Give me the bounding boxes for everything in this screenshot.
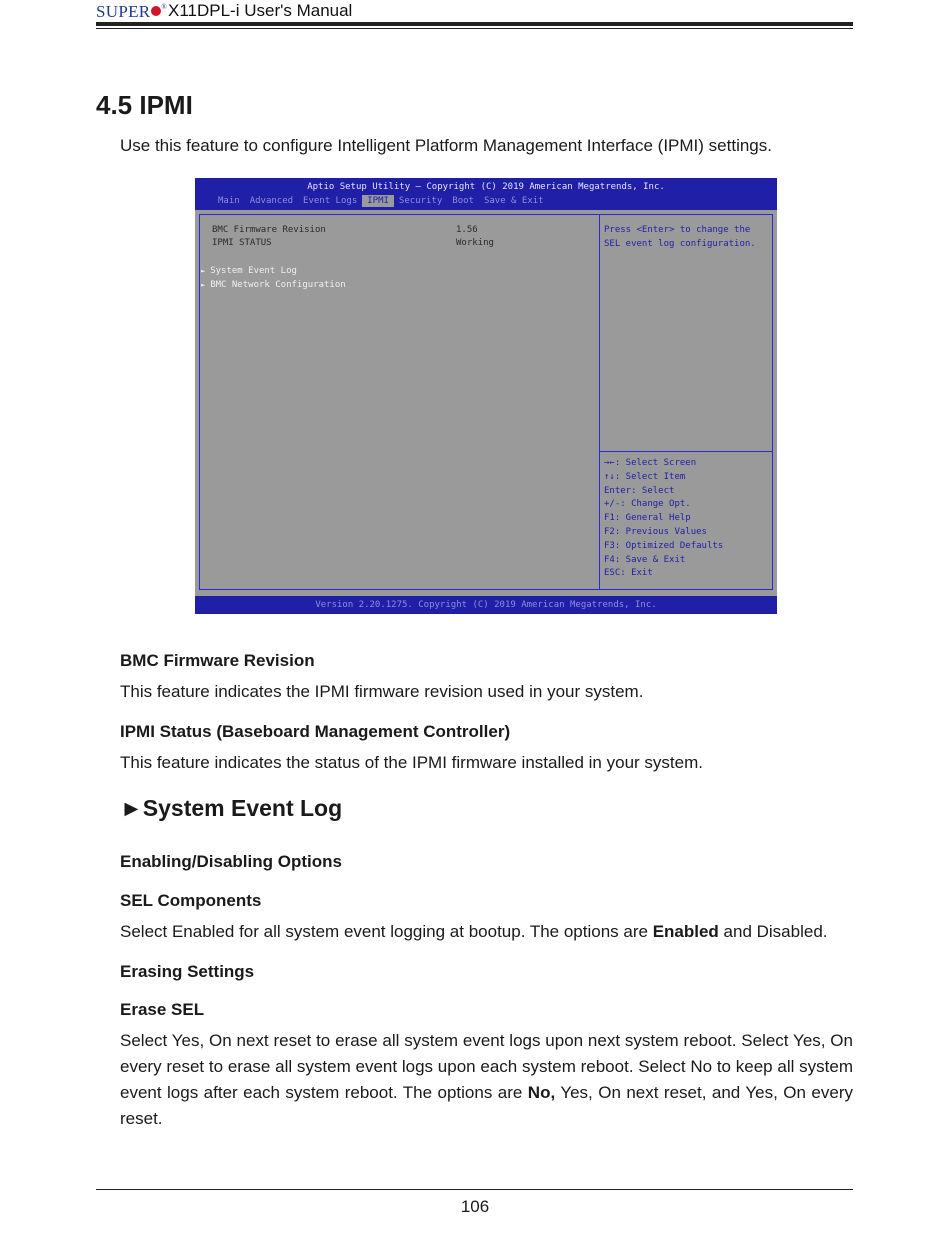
bios-submenu-system-event-log[interactable] xyxy=(201,266,297,276)
bios-tab-main[interactable]: Main xyxy=(218,196,240,206)
enabling-heading: Enabling/Disabling Options xyxy=(120,852,342,871)
erase-sel-text xyxy=(120,1028,853,1132)
key-help-line: +/-: Change Opt. xyxy=(604,499,691,510)
bios-tab-bar xyxy=(213,195,549,207)
erase-sel-heading: Erase SEL xyxy=(120,1000,205,1019)
footer-rule xyxy=(96,1189,853,1190)
supermicro-logo xyxy=(96,2,167,22)
bios-bottom-bar xyxy=(195,596,777,614)
help-divider xyxy=(600,451,772,452)
bmc-fw-text: This feature indicates the IPMI firmware revision used in your system. xyxy=(120,682,644,701)
bios-key-help xyxy=(604,457,723,581)
bold-option: Enabled xyxy=(652,922,719,941)
bios-main-panel xyxy=(199,214,600,590)
text-segment: Yes, On next reset, and Yes, On every reset. xyxy=(120,1083,853,1128)
section-intro: Use this feature to configure Intelligent Platform Management Interface (IPMI) settings. xyxy=(120,136,772,155)
logo-registered-mark: ® xyxy=(161,3,168,11)
bmc-fw-heading: BMC Firmware Revision xyxy=(120,651,315,670)
key-help-line: ↑↓: Select Item xyxy=(604,471,686,482)
bios-tab-ipmi[interactable]: IPMI xyxy=(362,195,394,207)
page-header xyxy=(96,0,853,30)
bios-tab-save-exit[interactable]: Save & Exit xyxy=(483,196,544,206)
bios-row-value-ipmi-status: Working xyxy=(456,238,494,248)
bios-row-label-bmc-fw: BMC Firmware Revision xyxy=(212,225,326,235)
help-line: SEL event log configuration. xyxy=(604,239,756,249)
bios-row-value-bmc-fw: 1.56 xyxy=(456,225,478,235)
text-segment: Select Enabled for all system event logging at bootup. The options are xyxy=(120,922,653,941)
key-help-line: ESC: Exit xyxy=(604,568,653,579)
key-help-line: F3: Optimized Defaults xyxy=(604,540,724,551)
triangle-right-icon: ► xyxy=(120,795,143,821)
bios-tab-security[interactable]: Security xyxy=(398,196,443,206)
header-rule-thick xyxy=(96,22,853,26)
sel-heading-label: System Event Log xyxy=(142,795,343,821)
bios-help-text xyxy=(604,223,756,251)
text-segment: Select Yes, On next reset to erase all system event logs upon next system reboot. Select Yes, On every reset to erase all system event logs upon each system reboot. Select No to keep all system event logs after each system reboot. The options are xyxy=(120,1031,853,1102)
key-help-line: →←: Select Screen xyxy=(604,458,697,468)
bios-submenu-bmc-network[interactable] xyxy=(201,280,346,290)
bios-help-panel xyxy=(599,214,773,590)
bios-tab-event-logs[interactable]: Event Logs xyxy=(303,196,358,206)
logo-text: SUPER xyxy=(96,2,151,21)
bios-top-bar xyxy=(195,178,777,210)
submenu-label: BMC Network Configuration xyxy=(210,280,346,290)
key-help-line: F2: Previous Values xyxy=(604,526,707,537)
sel-components-text xyxy=(120,919,828,945)
text-segment: and Disabled. xyxy=(718,922,828,941)
key-help-line: Enter: Select xyxy=(604,485,675,496)
bios-screenshot xyxy=(195,178,777,614)
section-heading: 4.5 IPMI xyxy=(96,90,193,120)
bold-option: No, xyxy=(527,1083,556,1102)
key-help-line: F4: Save & Exit xyxy=(604,554,686,565)
bios-version: Version 2.20.1275. Copyright (C) 2019 American Megatrends, Inc. xyxy=(315,600,657,610)
submenu-arrow-icon: ► xyxy=(201,281,206,289)
erasing-heading: Erasing Settings xyxy=(120,962,255,981)
page-number: 106 xyxy=(460,1197,490,1216)
bios-tab-boot[interactable]: Boot xyxy=(452,196,474,206)
ipmi-status-heading: IPMI Status (Baseboard Management Controller) xyxy=(120,722,511,741)
key-help-line: F1: General Help xyxy=(604,513,691,524)
submenu-arrow-icon: ► xyxy=(201,267,206,275)
submenu-label: System Event Log xyxy=(210,266,297,276)
sel-heading xyxy=(120,795,342,822)
header-rule-thin xyxy=(96,28,853,29)
help-line: Press <Enter> to change the xyxy=(604,225,751,235)
logo-dot-icon xyxy=(151,6,161,16)
bios-tab-advanced[interactable]: Advanced xyxy=(249,196,294,206)
bios-row-label-ipmi-status: IPMI STATUS xyxy=(212,238,272,248)
ipmi-status-text: This feature indicates the status of the IPMI firmware installed in your system. xyxy=(120,753,703,772)
manual-title: X11DPL-i User's Manual xyxy=(168,1,353,20)
sel-components-heading: SEL Components xyxy=(120,891,262,910)
bios-utility-title: Aptio Setup Utility – Copyright (C) 2019 American Megatrends, Inc. xyxy=(307,182,665,192)
